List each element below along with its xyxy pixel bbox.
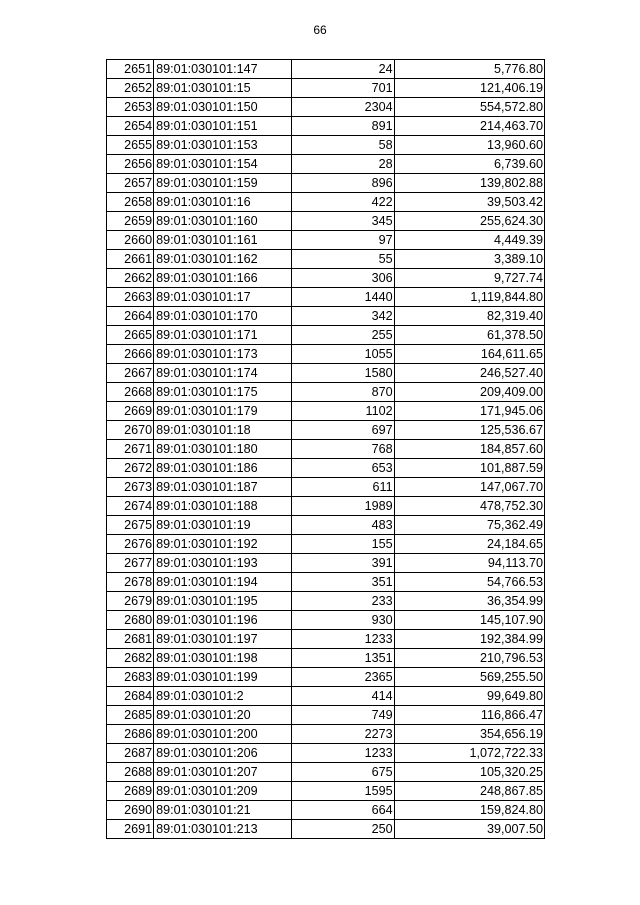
row-number-cell: 2679 xyxy=(107,592,154,611)
cadastral-value-cell: 159,824.80 xyxy=(394,801,544,820)
row-number-cell: 2688 xyxy=(107,763,154,782)
row-number-cell: 2681 xyxy=(107,630,154,649)
row-number-cell: 2684 xyxy=(107,687,154,706)
cadastral-number-cell: 89:01:030101:207 xyxy=(154,763,292,782)
cadastral-value-cell: 4,449.39 xyxy=(394,231,544,250)
cadastral-number-cell: 89:01:030101:209 xyxy=(154,782,292,801)
area-cell: 233 xyxy=(292,592,394,611)
row-number-cell: 2651 xyxy=(107,60,154,79)
area-cell: 1055 xyxy=(292,345,394,364)
table-row xyxy=(107,307,545,326)
cadastral-number-cell: 89:01:030101:180 xyxy=(154,440,292,459)
row-number-cell: 2675 xyxy=(107,516,154,535)
area-cell: 97 xyxy=(292,231,394,250)
table-row xyxy=(107,364,545,383)
cadastral-value-cell: 39,503.42 xyxy=(394,193,544,212)
row-number-cell: 2658 xyxy=(107,193,154,212)
table-row xyxy=(107,459,545,478)
cadastral-value-cell: 569,255.50 xyxy=(394,668,544,687)
row-number-cell: 2657 xyxy=(107,174,154,193)
table-row xyxy=(107,193,545,212)
cadastral-number-cell: 89:01:030101:193 xyxy=(154,554,292,573)
cadastral-number-cell: 89:01:030101:170 xyxy=(154,307,292,326)
row-number-cell: 2687 xyxy=(107,744,154,763)
row-number-cell: 2691 xyxy=(107,820,154,839)
table-row xyxy=(107,611,545,630)
table-row xyxy=(107,782,545,801)
cadastral-value-cell: 36,354.99 xyxy=(394,592,544,611)
row-number-cell: 2660 xyxy=(107,231,154,250)
row-number-cell: 2677 xyxy=(107,554,154,573)
row-number-cell: 2661 xyxy=(107,250,154,269)
cadastral-value-cell: 105,320.25 xyxy=(394,763,544,782)
cadastral-value-cell: 139,802.88 xyxy=(394,174,544,193)
row-number-cell: 2685 xyxy=(107,706,154,725)
area-cell: 1989 xyxy=(292,497,394,516)
area-cell: 391 xyxy=(292,554,394,573)
table-row xyxy=(107,706,545,725)
row-number-cell: 2670 xyxy=(107,421,154,440)
table-row xyxy=(107,212,545,231)
cadastral-value-cell: 24,184.65 xyxy=(394,535,544,554)
cadastral-number-cell: 89:01:030101:206 xyxy=(154,744,292,763)
cadastral-number-cell: 89:01:030101:151 xyxy=(154,117,292,136)
table-row xyxy=(107,630,545,649)
area-cell: 24 xyxy=(292,60,394,79)
cadastral-number-cell: 89:01:030101:16 xyxy=(154,193,292,212)
row-number-cell: 2680 xyxy=(107,611,154,630)
cadastral-value-cell: 147,067.70 xyxy=(394,478,544,497)
cadastral-number-cell: 89:01:030101:174 xyxy=(154,364,292,383)
cadastral-number-cell: 89:01:030101:187 xyxy=(154,478,292,497)
cadastral-value-cell: 246,527.40 xyxy=(394,364,544,383)
cadastral-number-cell: 89:01:030101:21 xyxy=(154,801,292,820)
area-cell: 2304 xyxy=(292,98,394,117)
table-row xyxy=(107,687,545,706)
area-cell: 58 xyxy=(292,136,394,155)
area-cell: 1595 xyxy=(292,782,394,801)
table-row xyxy=(107,231,545,250)
table-row xyxy=(107,440,545,459)
area-cell: 1580 xyxy=(292,364,394,383)
cadastral-number-cell: 89:01:030101:194 xyxy=(154,573,292,592)
cadastral-value-cell: 255,624.30 xyxy=(394,212,544,231)
table-row xyxy=(107,117,545,136)
row-number-cell: 2666 xyxy=(107,345,154,364)
area-cell: 653 xyxy=(292,459,394,478)
cadastral-value-cell: 214,463.70 xyxy=(394,117,544,136)
row-number-cell: 2669 xyxy=(107,402,154,421)
row-number-cell: 2654 xyxy=(107,117,154,136)
cadastral-value-cell: 145,107.90 xyxy=(394,611,544,630)
area-cell: 664 xyxy=(292,801,394,820)
row-number-cell: 2667 xyxy=(107,364,154,383)
cadastral-value-cell: 171,945.06 xyxy=(394,402,544,421)
cadastral-number-cell: 89:01:030101:199 xyxy=(154,668,292,687)
area-cell: 870 xyxy=(292,383,394,402)
row-number-cell: 2672 xyxy=(107,459,154,478)
cadastral-value-cell: 5,776.80 xyxy=(394,60,544,79)
cadastral-number-cell: 89:01:030101:15 xyxy=(154,79,292,98)
cadastral-number-cell: 89:01:030101:159 xyxy=(154,174,292,193)
table-row xyxy=(107,136,545,155)
cadastral-number-cell: 89:01:030101:20 xyxy=(154,706,292,725)
cadastral-value-cell: 210,796.53 xyxy=(394,649,544,668)
row-number-cell: 2690 xyxy=(107,801,154,820)
table-row xyxy=(107,79,545,98)
row-number-cell: 2683 xyxy=(107,668,154,687)
cadastral-value-cell: 209,409.00 xyxy=(394,383,544,402)
cadastral-value-cell: 164,611.65 xyxy=(394,345,544,364)
cadastral-number-cell: 89:01:030101:186 xyxy=(154,459,292,478)
row-number-cell: 2668 xyxy=(107,383,154,402)
cadastral-number-cell: 89:01:030101:175 xyxy=(154,383,292,402)
cadastral-number-cell: 89:01:030101:154 xyxy=(154,155,292,174)
row-number-cell: 2664 xyxy=(107,307,154,326)
area-cell: 55 xyxy=(292,250,394,269)
cadastral-number-cell: 89:01:030101:18 xyxy=(154,421,292,440)
area-cell: 749 xyxy=(292,706,394,725)
row-number-cell: 2665 xyxy=(107,326,154,345)
cadastral-value-cell: 54,766.53 xyxy=(394,573,544,592)
cadastral-value-cell: 554,572.80 xyxy=(394,98,544,117)
cadastral-number-cell: 89:01:030101:198 xyxy=(154,649,292,668)
table-row xyxy=(107,763,545,782)
table-row xyxy=(107,250,545,269)
cadastral-number-cell: 89:01:030101:195 xyxy=(154,592,292,611)
cadastral-value-cell: 6,739.60 xyxy=(394,155,544,174)
table-row xyxy=(107,649,545,668)
row-number-cell: 2673 xyxy=(107,478,154,497)
cadastral-value-cell: 125,536.67 xyxy=(394,421,544,440)
row-number-cell: 2656 xyxy=(107,155,154,174)
area-cell: 1102 xyxy=(292,402,394,421)
cadastral-number-cell: 89:01:030101:166 xyxy=(154,269,292,288)
table-row xyxy=(107,725,545,744)
area-cell: 1233 xyxy=(292,630,394,649)
area-cell: 414 xyxy=(292,687,394,706)
area-cell: 2365 xyxy=(292,668,394,687)
area-cell: 306 xyxy=(292,269,394,288)
cadastral-number-cell: 89:01:030101:19 xyxy=(154,516,292,535)
cadastral-number-cell: 89:01:030101:147 xyxy=(154,60,292,79)
cadastral-number-cell: 89:01:030101:200 xyxy=(154,725,292,744)
row-number-cell: 2662 xyxy=(107,269,154,288)
area-cell: 155 xyxy=(292,535,394,554)
area-cell: 1233 xyxy=(292,744,394,763)
cadastral-value-cell: 478,752.30 xyxy=(394,497,544,516)
area-cell: 1351 xyxy=(292,649,394,668)
area-cell: 422 xyxy=(292,193,394,212)
cadastral-value-cell: 1,072,722.33 xyxy=(394,744,544,763)
table-row xyxy=(107,269,545,288)
cadastral-value-cell: 9,727.74 xyxy=(394,269,544,288)
area-cell: 345 xyxy=(292,212,394,231)
cadastral-value-cell: 99,649.80 xyxy=(394,687,544,706)
cadastral-number-cell: 89:01:030101:197 xyxy=(154,630,292,649)
row-number-cell: 2653 xyxy=(107,98,154,117)
table-row xyxy=(107,478,545,497)
cadastral-value-cell: 75,362.49 xyxy=(394,516,544,535)
cadastral-value-cell: 1,119,844.80 xyxy=(394,288,544,307)
cadastral-value-cell: 61,378.50 xyxy=(394,326,544,345)
area-cell: 701 xyxy=(292,79,394,98)
area-cell: 28 xyxy=(292,155,394,174)
area-cell: 250 xyxy=(292,820,394,839)
cadastral-number-cell: 89:01:030101:150 xyxy=(154,98,292,117)
area-cell: 896 xyxy=(292,174,394,193)
table-row xyxy=(107,592,545,611)
table-row xyxy=(107,326,545,345)
table-row xyxy=(107,497,545,516)
area-cell: 2273 xyxy=(292,725,394,744)
row-number-cell: 2682 xyxy=(107,649,154,668)
table-row xyxy=(107,820,545,839)
table-row xyxy=(107,668,545,687)
cadastral-number-cell: 89:01:030101:171 xyxy=(154,326,292,345)
table-row xyxy=(107,573,545,592)
table-row xyxy=(107,744,545,763)
cadastral-number-cell: 89:01:030101:196 xyxy=(154,611,292,630)
table-row xyxy=(107,155,545,174)
cadastral-number-cell: 89:01:030101:188 xyxy=(154,497,292,516)
cadastral-value-cell: 82,319.40 xyxy=(394,307,544,326)
table-row xyxy=(107,60,545,79)
cadastral-value-cell: 94,113.70 xyxy=(394,554,544,573)
area-cell: 611 xyxy=(292,478,394,497)
row-number-cell: 2659 xyxy=(107,212,154,231)
cadastral-number-cell: 89:01:030101:17 xyxy=(154,288,292,307)
table-row xyxy=(107,345,545,364)
table-row xyxy=(107,421,545,440)
area-cell: 675 xyxy=(292,763,394,782)
cadastral-number-cell: 89:01:030101:162 xyxy=(154,250,292,269)
area-cell: 1440 xyxy=(292,288,394,307)
row-number-cell: 2689 xyxy=(107,782,154,801)
cadastral-number-cell: 89:01:030101:173 xyxy=(154,345,292,364)
row-number-cell: 2652 xyxy=(107,79,154,98)
area-cell: 483 xyxy=(292,516,394,535)
row-number-cell: 2686 xyxy=(107,725,154,744)
cadastral-number-cell: 89:01:030101:192 xyxy=(154,535,292,554)
cadastral-value-table xyxy=(106,59,545,839)
cadastral-number-cell: 89:01:030101:2 xyxy=(154,687,292,706)
cadastral-number-cell: 89:01:030101:179 xyxy=(154,402,292,421)
cadastral-value-cell: 192,384.99 xyxy=(394,630,544,649)
area-cell: 351 xyxy=(292,573,394,592)
cadastral-value-cell: 116,866.47 xyxy=(394,706,544,725)
cadastral-number-cell: 89:01:030101:213 xyxy=(154,820,292,839)
cadastral-number-cell: 89:01:030101:160 xyxy=(154,212,292,231)
cadastral-value-cell: 39,007.50 xyxy=(394,820,544,839)
cadastral-number-cell: 89:01:030101:161 xyxy=(154,231,292,250)
area-cell: 342 xyxy=(292,307,394,326)
cadastral-number-cell: 89:01:030101:153 xyxy=(154,136,292,155)
cadastral-value-cell: 248,867.85 xyxy=(394,782,544,801)
area-cell: 891 xyxy=(292,117,394,136)
row-number-cell: 2674 xyxy=(107,497,154,516)
cadastral-value-cell: 354,656.19 xyxy=(394,725,544,744)
area-cell: 697 xyxy=(292,421,394,440)
page-number: 66 xyxy=(313,23,327,37)
row-number-cell: 2671 xyxy=(107,440,154,459)
table-row xyxy=(107,98,545,117)
table-body xyxy=(107,60,545,839)
row-number-cell: 2676 xyxy=(107,535,154,554)
table-row xyxy=(107,516,545,535)
area-cell: 930 xyxy=(292,611,394,630)
table-row xyxy=(107,554,545,573)
cadastral-value-cell: 101,887.59 xyxy=(394,459,544,478)
row-number-cell: 2655 xyxy=(107,136,154,155)
cadastral-value-cell: 3,389.10 xyxy=(394,250,544,269)
row-number-cell: 2663 xyxy=(107,288,154,307)
cadastral-value-cell: 184,857.60 xyxy=(394,440,544,459)
area-cell: 768 xyxy=(292,440,394,459)
cadastral-value-cell: 13,960.60 xyxy=(394,136,544,155)
cadastral-value-cell: 121,406.19 xyxy=(394,79,544,98)
row-number-cell: 2678 xyxy=(107,573,154,592)
table-row xyxy=(107,402,545,421)
table-row xyxy=(107,174,545,193)
area-cell: 255 xyxy=(292,326,394,345)
table-row xyxy=(107,801,545,820)
table-row xyxy=(107,535,545,554)
table-row xyxy=(107,288,545,307)
table-row xyxy=(107,383,545,402)
